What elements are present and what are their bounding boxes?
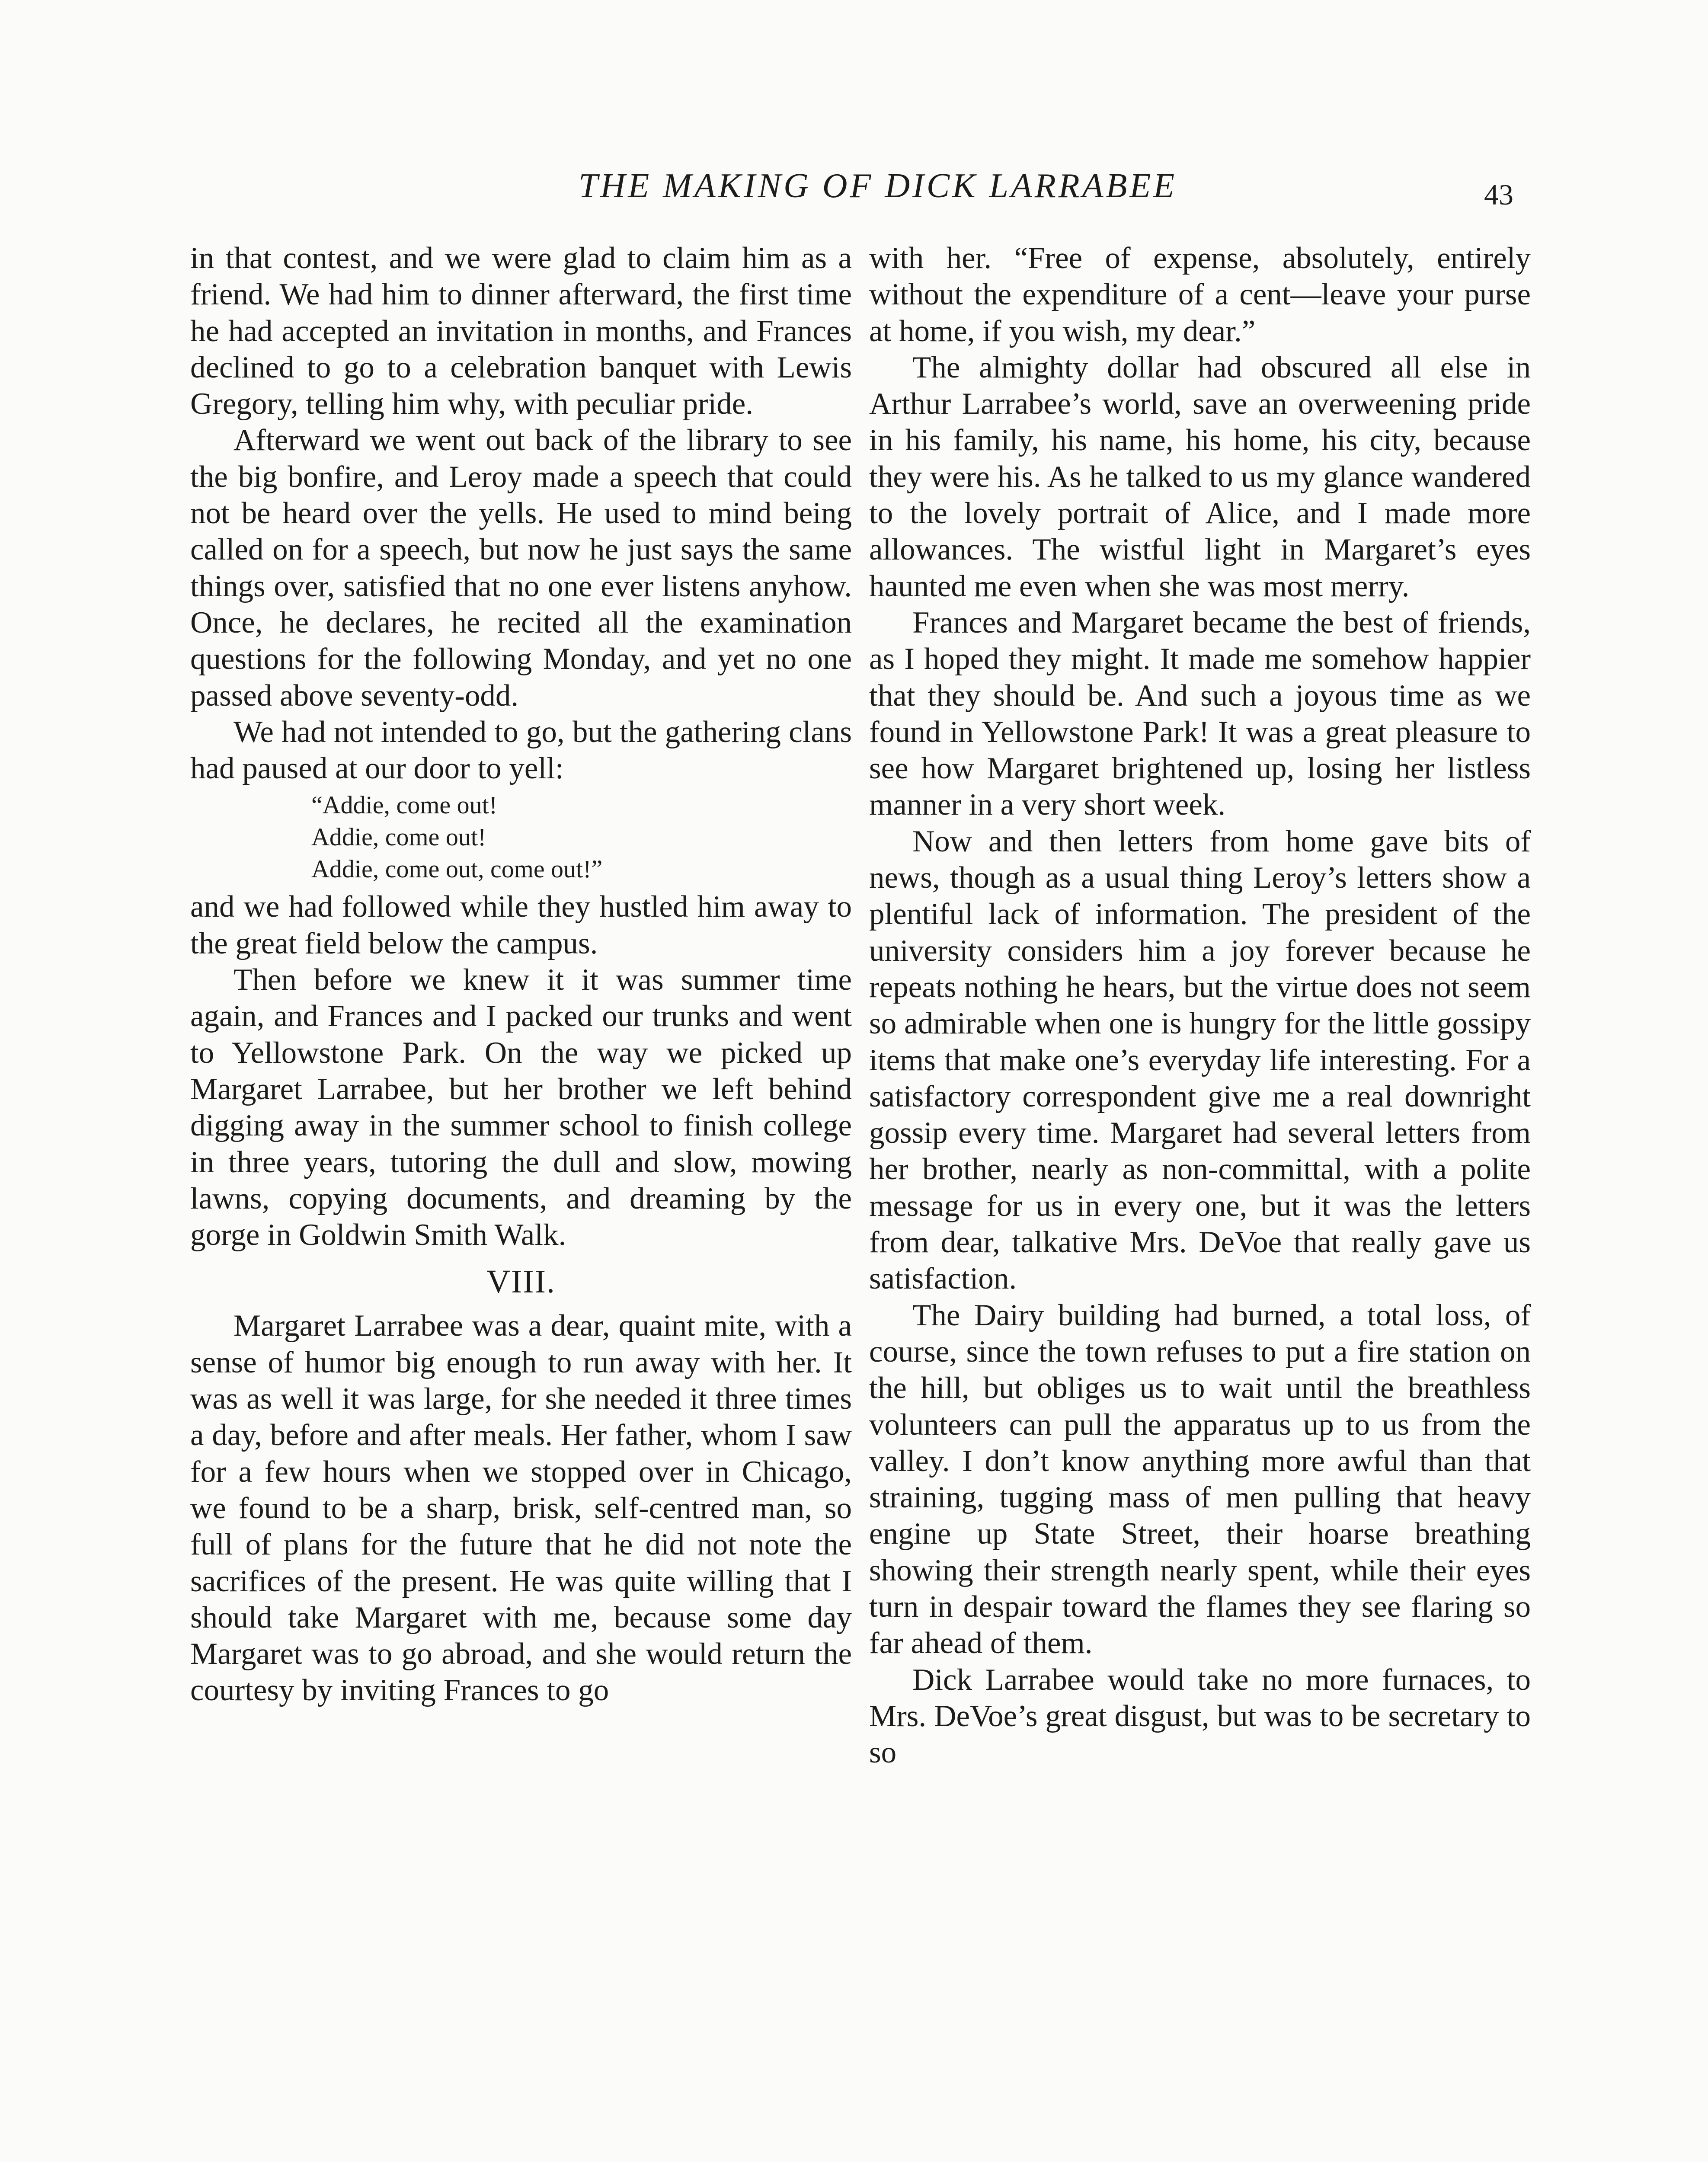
paragraph: in that contest, and we were glad to claim him as a friend. We had him to dinner afterward, the first time he had accepted an invitation in months, and Frances declined to go to a celebration banquet with Lewis Gregory, telling him why, with peculiar pride. xyxy=(190,241,852,421)
page-number: 43 xyxy=(1484,178,1513,211)
paragraph: The Dairy building had burned, a total loss, of course, since the town refuses to put a fire station on the hill, but obliges us to wait until the breathless volunteers can pull the apparatus up to us from the valley. I don’t know anything more awful than that straining, tugging mass of men pulling that heavy engine up State Street, their hoarse breathing showing their strength nearly spent, while their eyes turn in despair toward the flames they see flaring so far ahead of them. xyxy=(869,1298,1531,1660)
verse-line: “Addie, come out! xyxy=(311,791,498,819)
section-heading: VIII. xyxy=(486,1263,556,1300)
running-title: THE MAKING OF DICK LARRABEE xyxy=(578,167,1177,205)
left-column xyxy=(190,240,852,1709)
paragraph: The almighty dollar had obscured all else in Arthur Larrabee’s world, save an overweening pride in his family, his name, his home, his city, because they were his. As he talked to us my glance wandered to the lovely portrait of Alice, and I made more allowances. The wistful light in Margaret’s eyes haunted me even when she was most merry. xyxy=(869,350,1531,603)
paragraph: We had not intended to go, but the gathering clans had paused at our door to yell: xyxy=(190,715,852,786)
paragraph: Frances and Margaret became the best of friends, as I hoped they might. It made me somehow happier that they should be. And such a joyous time as we found in Yellowstone Park! It was a great pleasure to see how Margaret brightened up, losing her listless manner in a very short week. xyxy=(869,605,1531,822)
verse-quotation xyxy=(311,787,852,889)
paragraph: Margaret Larrabee was a dear, quaint mite, with a sense of humor big enough to run away with her. It was as well it was large, for she needed it three times a day, before and after meals. Her father, whom I saw for a few hours when we stopped over in Chicago, we found to be a sharp, brisk, self-centred man, so full of plans for the future that he did not note the sacrifices of the present. He was quite willing that I should take Margaret with me, because some day Margaret was to go abroad, and she would return the courtesy by inviting Frances to go xyxy=(190,1309,852,1708)
paragraph: Then before we knew it it was summer time again, and Frances and I packed our trunks and went to Yellowstone Park. On the way we picked up Margaret Larrabee, but her brother we left behind digging away in the summer school to finish college in three years, tutoring the dull and slow, mowing lawns, copying documents, and dreaming by the gorge in Goldwin Smith Walk. xyxy=(190,963,852,1252)
paragraph: Now and then letters from home gave bits of news, though as a usual thing Leroy’s letters show a plentiful lack of information. The president of the university considers him a joy forever because he repeats nothing he hears, but the virtue does not seem so admirable when one is hungry for the little gossipy items that make one’s everyday life interesting. For a satisfactory correspondent give me a real downright gossip every time. Margaret had several letters from her brother, nearly as non-committal, with a polite message for us in every one, but it was the letters from dear, talkative Mrs. DeVoe that really gave us satisfaction. xyxy=(869,824,1531,1296)
verse-line: Addie, come out, come out!” xyxy=(311,855,603,883)
right-column xyxy=(869,240,1531,1771)
paragraph: Afterward we went out back of the library to see the big bonfire, and Leroy made a speech that could not be heard over the yells. He used to mind being called on for a speech, but now he just says the same things over, satisfied that no one ever listens anyhow. Once, he declares, he recited all the examination questions for the following Monday, and yet no one passed above seventy-odd. xyxy=(190,423,852,713)
verse-line: Addie, come out! xyxy=(311,823,486,851)
paragraph: with her. “Free of expense, absolutely, entirely without the expenditure of a cent—leave your purse at home, if you wish, my dear.” xyxy=(869,241,1531,348)
paragraph: and we had followed while they hustled him away to the great field below the campus. xyxy=(190,890,852,960)
paragraph: Dick Larrabee would take no more furnaces, to Mrs. DeVoe’s great disgust, but was to be secretary to so xyxy=(869,1663,1531,1770)
